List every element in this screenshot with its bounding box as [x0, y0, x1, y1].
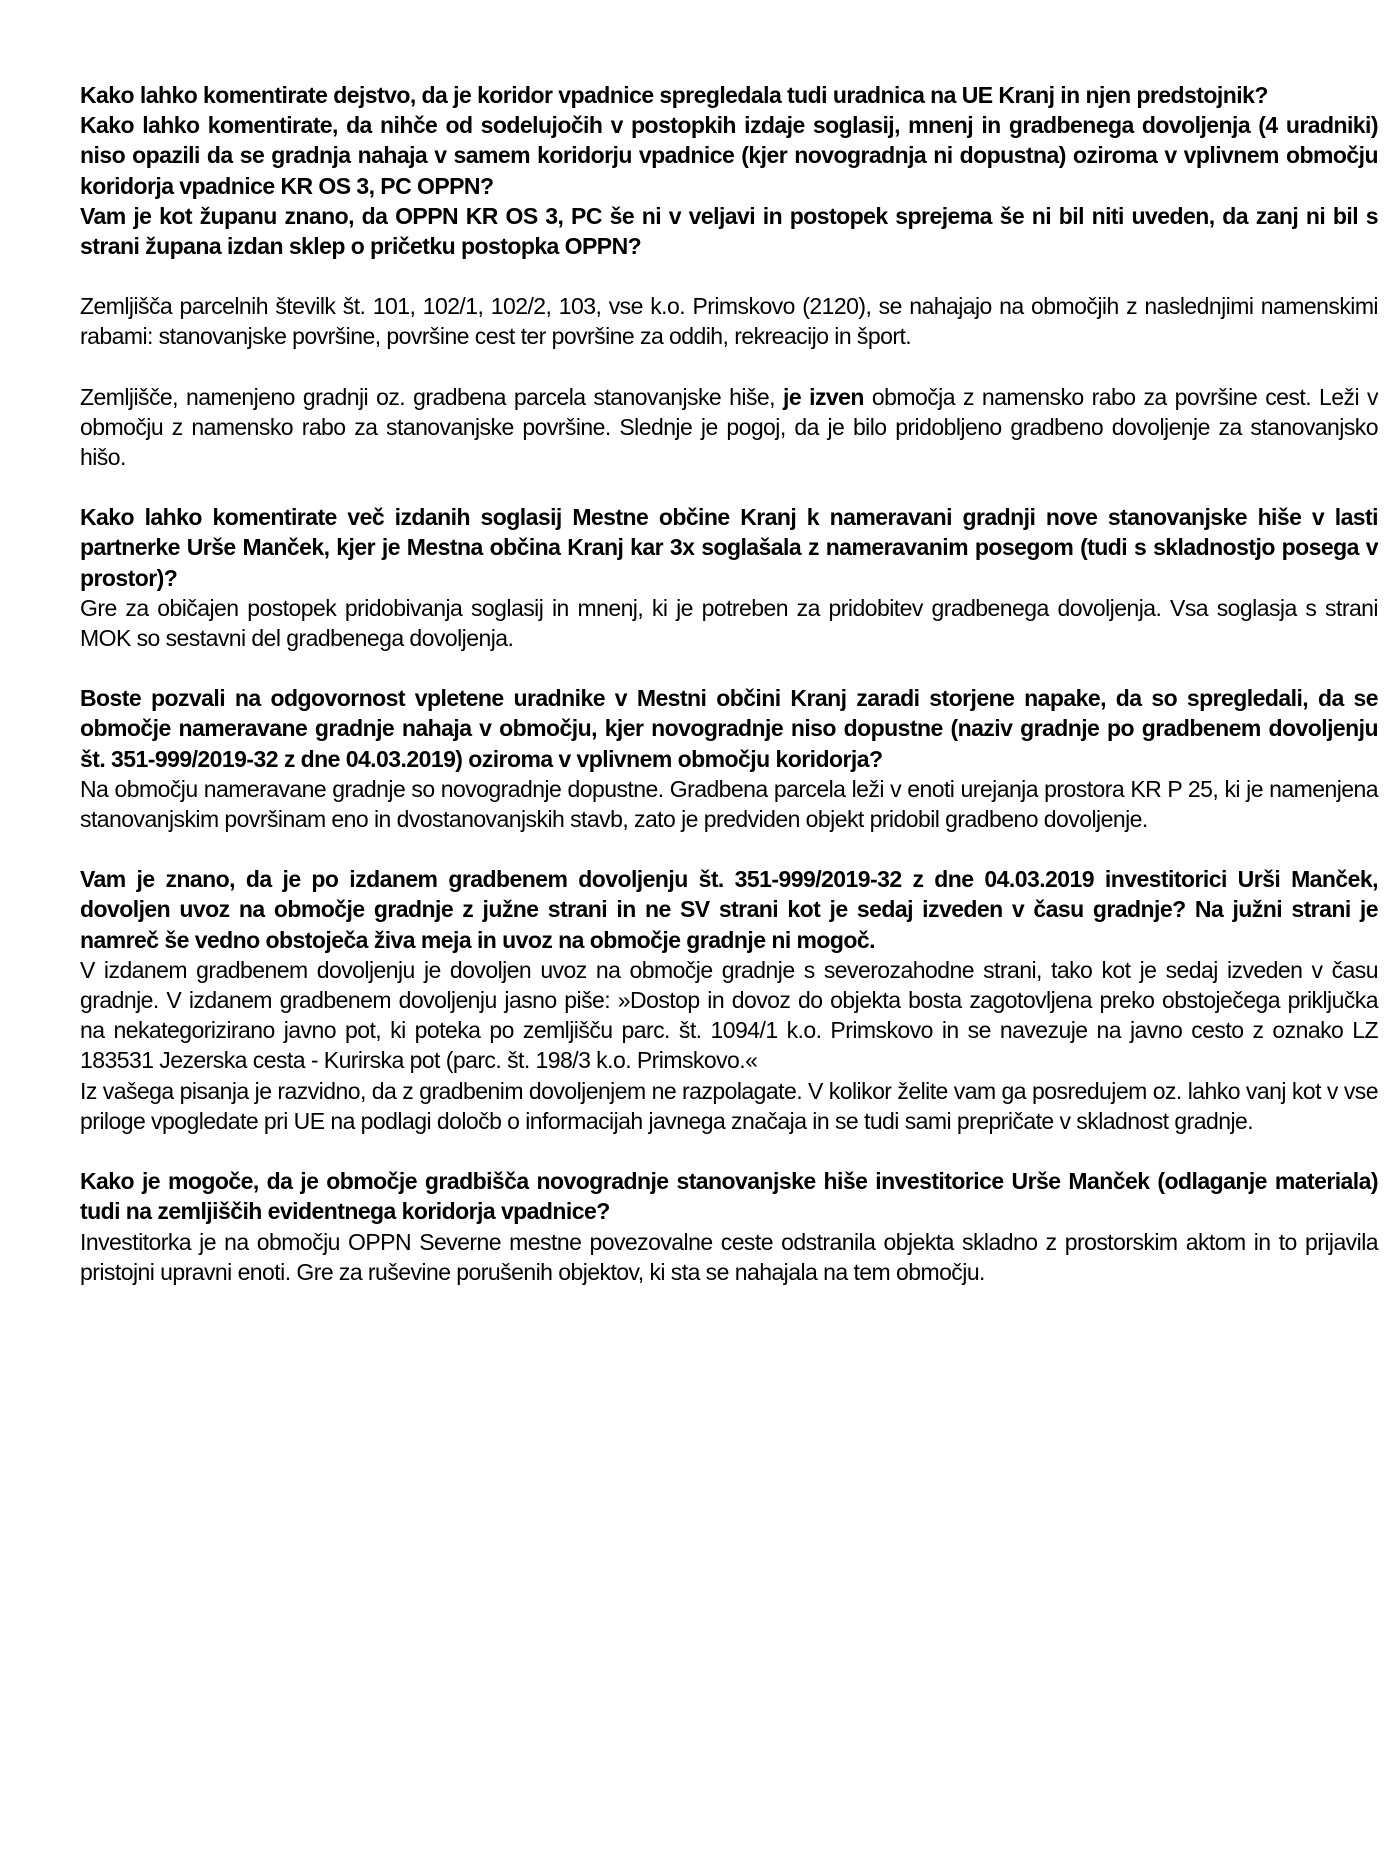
plot-block — [80, 382, 1378, 473]
question-oppn-status: Vam je kot županu znano, da OPPN KR OS 3, PC še ni v veljavi in postopek sprejema še ni bil niti uveden, da zanj ni bil s strani župana izdan sklep o pričetku postopka OPPN? — [80, 202, 1378, 260]
access-block — [80, 864, 1378, 1136]
document-page — [80, 80, 1378, 1317]
intro-questions-block — [80, 80, 1378, 261]
answer-consents: Gre za običajen postopek pridobivanja soglasij in mnenj, ki je potreben za pridobitev gradbenega dovoljenja. Vsa soglasja s strani MOK so sestavni del gradbenega dovoljenja. — [80, 594, 1378, 652]
question-responsibility: Boste pozvali na odgovornost vpletene uradnike v Mestni občini Kranj zaradi storjene napake, da so spregledali, da se območje nameravane gradnje nahaja v območju, kjer novogradnje niso dopustne (naziv gradnje po gradbenem dovoljenju št. 351-999/2019-32 z dne 04.03.2019) oziroma v vplivnem območju koridorja? — [80, 685, 1378, 772]
question-consents: Kako lahko komentirate več izdanih soglasij Mestne občine Kranj k nameravani gradnji nove stanovanjske hiše v lasti partnerke Urše Manček, kjer je Mestna občina Kranj kar 3x soglašala z nameravanim posegom (tudi s skladnostjo posega v prostor)? — [80, 504, 1378, 591]
answer-plot-text-before: Zemljišče, namenjeno gradnji oz. gradbena parcela stanovanjske hiše, — [80, 383, 784, 410]
question-officials-missed-corridor: Kako lahko komentirate, da nihče od sodelujočih v postopkih izdaje soglasij, mnenj in gradbenega dovoljenja (4 uradniki) niso opazili da se gradnja nahaja v samem koridorju vpadnice (kjer novogradnja ni dopustna) oziroma v vplivnem območju koridorja vpadnice KR OS 3, PC OPPN? — [80, 112, 1378, 199]
answer-responsibility: Na območju nameravane gradnje so novogradnje dopustne. Gradbena parcela leži v enoti urejanja prostora KR P 25, ki je namenjena stanovanjskim površinam eno in dvostanovanjskih stavb, zato je predviden objekt pridobil gradbeno dovoljenje. — [80, 775, 1378, 833]
answer-plot-outside-road — [80, 382, 1378, 473]
consents-block — [80, 502, 1378, 653]
question-construction-site: Kako je mogoče, da je območje gradbišča novogradnje stanovanjske hiše investitorice Urše Manček (odlaganje materiala) tudi na zemljiščih evidentnega koridorja vpadnice? — [80, 1168, 1378, 1225]
answer-plot-emphasis: je izven — [783, 383, 864, 410]
responsibility-block — [80, 683, 1378, 834]
question-access-route: Vam je znano, da je po izdanem gradbenem dovoljenju št. 351-999/2019-32 z dne 04.03.2019 investitorici Urši Manček, dovoljen uvoz na območje gradnje z južne strani in ne SV strani kot je sedaj izveden v času gradnje? Na južni strani je namreč še vedno obstoječa živa meja in uvoz na območje gradnje ni mogoč. — [80, 866, 1378, 953]
question-ue-kranj: Kako lahko komentirate dejstvo, da je koridor vpadnice spregledala tudi uradnica na UE Kranj in njen predstojnik? — [80, 82, 1268, 108]
answer-permit-availability: Iz vašega pisanja je razvidno, da z gradbenim dovoljenjem ne razpolagate. V kolikor želite vam ga posredujem oz. lahko vanj kot v vse priloge vpogledate pri UE na podlagi določb o informacijah javnega značaja in se tudi sami prepričate v skladnost gradnje. — [80, 1077, 1378, 1134]
answer-parcels-land-use: Zemljišča parcelnih številk št. 101, 102/1, 102/2, 103, vse k.o. Primskovo (2120), se nahajajo na območjih z naslednjimi namenskimi rabami: stanovanjske površine, površine cest ter površine za oddih, rekreacijo in šport. — [80, 293, 1378, 350]
parcels-block — [80, 291, 1378, 351]
answer-construction-site: Investitorka je na območju OPPN Severne mestne povezovalne ceste odstranila objekta skladno z prostorskim aktom in to prijavila pristojni upravni enoti. Gre za ruševine porušenih objektov, ki sta se nahajala na tem območju. — [80, 1228, 1378, 1285]
site-block — [80, 1166, 1378, 1287]
answer-plot-text-after: območja z namensko rabo za površine cest. Leži v območju z namensko rabo za stanovanjske površine. Slednje je pogoj, da je bilo pridobljeno gradbeno dovoljenje za stanovanjsko hišo. — [80, 383, 1378, 471]
answer-access-route: V izdanem gradbenem dovoljenju je dovoljen uvoz na območje gradnje s severozahodne strani, tako kot je sedaj izveden v času gradnje. V izdanem gradbenem dovoljenju jasno piše: »Dostop in dovoz do objekta bosta zagotovljena preko obstoječega priključka na nekategorizirano javno pot, ki poteka po zemljišču parc. št. 1094/1 k.o. Primskovo in se navezuje na javno cesto z oznako LZ 183531 Jezerska cesta - Kurirska pot (parc. št. 198/3 k.o. Primskovo.« — [80, 956, 1378, 1074]
